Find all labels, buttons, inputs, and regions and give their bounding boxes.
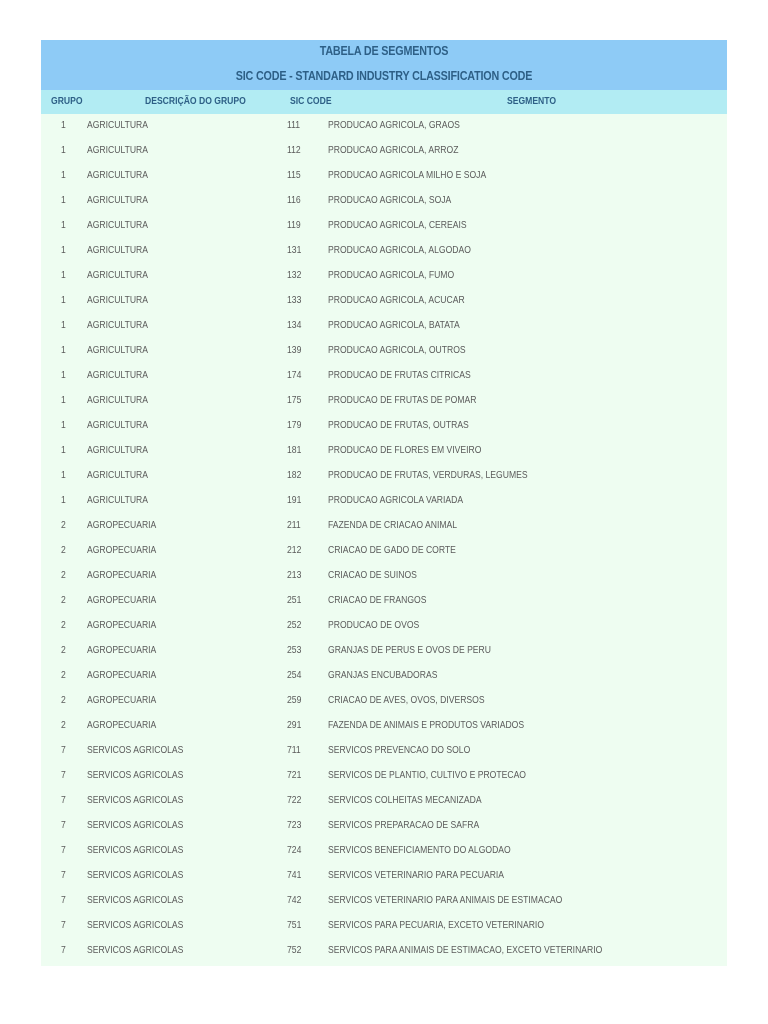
cell-segmento: CRIACAO DE SUINOS [328, 570, 417, 581]
cell-segmento: CRIACAO DE GADO DE CORTE [328, 545, 456, 556]
table-row [41, 664, 727, 689]
table-row [41, 614, 727, 639]
cell-grupo: 7 [61, 795, 66, 806]
cell-grupo: 7 [61, 745, 66, 756]
cell-descricao: AGRICULTURA [87, 145, 149, 156]
cell-sic-code: 132 [287, 270, 302, 281]
table-row [41, 139, 727, 164]
cell-grupo: 2 [61, 545, 66, 556]
segment-table [41, 40, 727, 966]
cell-descricao: AGRICULTURA [87, 445, 149, 456]
cell-descricao: AGRICULTURA [87, 370, 149, 381]
table-row [41, 489, 727, 514]
cell-segmento: SERVICOS PARA PECUARIA, EXCETO VETERINARIO [328, 920, 545, 931]
cell-grupo: 2 [61, 670, 66, 681]
cell-segmento: PRODUCAO AGRICOLA, SOJA [328, 195, 452, 206]
cell-grupo: 2 [61, 720, 66, 731]
cell-sic-code: 711 [287, 745, 301, 756]
cell-sic-code: 175 [287, 395, 302, 406]
table-row [41, 389, 727, 414]
cell-descricao: SERVICOS AGRICOLAS [87, 745, 184, 756]
cell-sic-code: 182 [287, 470, 302, 481]
table-row [41, 864, 727, 889]
cell-grupo: 1 [61, 345, 66, 356]
table-row [41, 639, 727, 664]
table-row [41, 464, 727, 489]
table-row [41, 814, 727, 839]
table-row [41, 539, 727, 564]
cell-grupo: 1 [61, 270, 66, 281]
cell-segmento: CRIACAO DE FRANGOS [328, 595, 427, 606]
table-row [41, 739, 727, 764]
cell-segmento: PRODUCAO DE FLORES EM VIVEIRO [328, 445, 482, 456]
cell-sic-code: 119 [287, 220, 301, 231]
cell-descricao: AGROPECUARIA [87, 720, 157, 731]
cell-sic-code: 174 [287, 370, 302, 381]
table-row [41, 164, 727, 189]
cell-grupo: 2 [61, 695, 66, 706]
cell-segmento: PRODUCAO AGRICOLA, OUTROS [328, 345, 466, 356]
cell-grupo: 1 [61, 445, 66, 456]
cell-sic-code: 742 [287, 895, 302, 906]
cell-sic-code: 213 [287, 570, 302, 581]
cell-grupo: 1 [61, 420, 66, 431]
table-row [41, 589, 727, 614]
cell-sic-code: 259 [287, 695, 302, 706]
cell-segmento: PRODUCAO DE FRUTAS, VERDURAS, LEGUMES [328, 470, 528, 481]
cell-segmento: PRODUCAO DE FRUTAS CITRICAS [328, 370, 471, 381]
cell-grupo: 1 [61, 120, 66, 131]
cell-grupo: 1 [61, 470, 66, 481]
table-row [41, 239, 727, 264]
table-row [41, 439, 727, 464]
cell-grupo: 7 [61, 945, 66, 956]
cell-sic-code: 721 [287, 770, 302, 781]
cell-grupo: 1 [61, 395, 66, 406]
cell-segmento: PRODUCAO AGRICOLA, ACUCAR [328, 295, 465, 306]
cell-grupo: 2 [61, 570, 66, 581]
cell-segmento: PRODUCAO AGRICOLA, ALGODAO [328, 245, 471, 256]
cell-segmento: GRANJAS ENCUBADORAS [328, 670, 438, 681]
cell-segmento: PRODUCAO AGRICOLA, GRAOS [328, 120, 460, 131]
cell-segmento: PRODUCAO DE OVOS [328, 620, 420, 631]
cell-grupo: 7 [61, 895, 66, 906]
cell-descricao: SERVICOS AGRICOLAS [87, 845, 184, 856]
cell-sic-code: 139 [287, 345, 302, 356]
cell-grupo: 1 [61, 320, 66, 331]
cell-grupo: 7 [61, 920, 66, 931]
cell-descricao: AGRICULTURA [87, 245, 149, 256]
table-row [41, 789, 727, 814]
cell-segmento: PRODUCAO AGRICOLA MILHO E SOJA [328, 170, 487, 181]
cell-sic-code: 724 [287, 845, 302, 856]
table-row [41, 914, 727, 939]
table-row [41, 689, 727, 714]
cell-descricao: AGROPECUARIA [87, 670, 157, 681]
cell-grupo: 2 [61, 520, 66, 531]
cell-grupo: 7 [61, 845, 66, 856]
table-row [41, 264, 727, 289]
cell-segmento: GRANJAS DE PERUS E OVOS DE PERU [328, 645, 491, 656]
table-row [41, 314, 727, 339]
cell-segmento: CRIACAO DE AVES, OVOS, DIVERSOS [328, 695, 485, 706]
cell-segmento: SERVICOS VETERINARIO PARA ANIMAIS DE ESTIMACAO [328, 895, 563, 906]
cell-descricao: AGROPECUARIA [87, 595, 157, 606]
column-header-sic-code: SIC CODE [290, 96, 332, 107]
table-row [41, 714, 727, 739]
cell-sic-code: 131 [287, 245, 302, 256]
cell-sic-code: 291 [287, 720, 302, 731]
cell-grupo: 1 [61, 495, 66, 506]
cell-descricao: SERVICOS AGRICOLAS [87, 820, 184, 831]
cell-descricao: AGROPECUARIA [87, 645, 157, 656]
cell-sic-code: 752 [287, 945, 302, 956]
cell-sic-code: 191 [287, 495, 302, 506]
cell-sic-code: 181 [287, 445, 302, 456]
cell-segmento: SERVICOS PREVENCAO DO SOLO [328, 745, 471, 756]
cell-sic-code: 741 [287, 870, 302, 881]
table-body [41, 114, 727, 966]
cell-descricao: AGROPECUARIA [87, 620, 157, 631]
cell-grupo: 7 [61, 770, 66, 781]
cell-descricao: AGRICULTURA [87, 320, 149, 331]
cell-sic-code: 252 [287, 620, 302, 631]
cell-segmento: SERVICOS COLHEITAS MECANIZADA [328, 795, 482, 806]
table-row [41, 414, 727, 439]
cell-sic-code: 211 [287, 520, 301, 531]
cell-grupo: 1 [61, 195, 66, 206]
cell-descricao: AGROPECUARIA [87, 570, 157, 581]
cell-segmento: PRODUCAO DE FRUTAS DE POMAR [328, 395, 477, 406]
cell-segmento: SERVICOS DE PLANTIO, CULTIVO E PROTECAO [328, 770, 527, 781]
cell-grupo: 1 [61, 245, 66, 256]
table-row [41, 364, 727, 389]
table-row [41, 564, 727, 589]
column-header-segmento: SEGMENTO [507, 96, 557, 107]
cell-grupo: 2 [61, 620, 66, 631]
cell-sic-code: 112 [287, 145, 301, 156]
cell-sic-code: 722 [287, 795, 302, 806]
cell-sic-code: 751 [287, 920, 302, 931]
cell-descricao: AGRICULTURA [87, 345, 149, 356]
cell-sic-code: 253 [287, 645, 302, 656]
cell-grupo: 2 [61, 595, 66, 606]
cell-segmento: SERVICOS BENEFICIAMENTO DO ALGODAO [328, 845, 511, 856]
cell-sic-code: 134 [287, 320, 302, 331]
column-header-grupo: GRUPO [51, 96, 83, 107]
table-row [41, 889, 727, 914]
table-row [41, 114, 727, 139]
cell-segmento: PRODUCAO AGRICOLA VARIADA [328, 495, 464, 506]
cell-descricao: SERVICOS AGRICOLAS [87, 795, 184, 806]
cell-descricao: AGRICULTURA [87, 120, 149, 131]
cell-descricao: AGRICULTURA [87, 270, 149, 281]
table-row [41, 189, 727, 214]
cell-grupo: 1 [61, 295, 66, 306]
column-header-row [41, 90, 727, 114]
table-row [41, 214, 727, 239]
cell-descricao: AGRICULTURA [87, 220, 149, 231]
cell-descricao: AGROPECUARIA [87, 545, 157, 556]
cell-segmento: SERVICOS VETERINARIO PARA PECUARIA [328, 870, 505, 881]
cell-sic-code: 111 [287, 120, 301, 131]
table-row [41, 339, 727, 364]
cell-segmento: FAZENDA DE CRIACAO ANIMAL [328, 520, 458, 531]
cell-descricao: AGRICULTURA [87, 395, 149, 406]
cell-grupo: 1 [61, 145, 66, 156]
cell-descricao: AGRICULTURA [87, 195, 149, 206]
cell-segmento: PRODUCAO AGRICOLA, ARROZ [328, 145, 459, 156]
cell-descricao: SERVICOS AGRICOLAS [87, 945, 184, 956]
cell-grupo: 2 [61, 645, 66, 656]
table-row [41, 839, 727, 864]
cell-grupo: 1 [61, 220, 66, 231]
cell-segmento: FAZENDA DE ANIMAIS E PRODUTOS VARIADOS [328, 720, 525, 731]
cell-segmento: PRODUCAO AGRICOLA, FUMO [328, 270, 455, 281]
cell-sic-code: 179 [287, 420, 302, 431]
table-title: TABELA DE SEGMENTOS [319, 44, 449, 58]
cell-sic-code: 212 [287, 545, 302, 556]
cell-sic-code: 115 [287, 170, 301, 181]
cell-descricao: SERVICOS AGRICOLAS [87, 870, 184, 881]
cell-grupo: 7 [61, 870, 66, 881]
table-row [41, 289, 727, 314]
cell-sic-code: 254 [287, 670, 302, 681]
title-band [41, 40, 727, 90]
table-subtitle: SIC CODE - STANDARD INDUSTRY CLASSIFICATION CODE [235, 69, 533, 83]
cell-segmento: PRODUCAO AGRICOLA, BATATA [328, 320, 460, 331]
cell-segmento: PRODUCAO DE FRUTAS, OUTRAS [328, 420, 469, 431]
cell-sic-code: 116 [287, 195, 301, 206]
cell-descricao: SERVICOS AGRICOLAS [87, 920, 184, 931]
table-row [41, 939, 727, 964]
column-header-descricao: DESCRIÇÃO DO GRUPO [145, 96, 246, 107]
cell-segmento: SERVICOS PARA ANIMAIS DE ESTIMACAO, EXCETO VETERINARIO [328, 945, 603, 956]
cell-descricao: AGRICULTURA [87, 420, 149, 431]
cell-sic-code: 251 [287, 595, 302, 606]
cell-descricao: AGRICULTURA [87, 495, 149, 506]
cell-segmento: SERVICOS PREPARACAO DE SAFRA [328, 820, 480, 831]
cell-segmento: PRODUCAO AGRICOLA, CEREAIS [328, 220, 467, 231]
cell-descricao: AGRICULTURA [87, 295, 149, 306]
cell-descricao: AGRICULTURA [87, 170, 149, 181]
cell-sic-code: 723 [287, 820, 302, 831]
table-row [41, 764, 727, 789]
cell-grupo: 7 [61, 820, 66, 831]
cell-grupo: 1 [61, 370, 66, 381]
table-row [41, 514, 727, 539]
cell-sic-code: 133 [287, 295, 302, 306]
cell-descricao: AGROPECUARIA [87, 695, 157, 706]
cell-grupo: 1 [61, 170, 66, 181]
cell-descricao: AGROPECUARIA [87, 520, 157, 531]
cell-descricao: SERVICOS AGRICOLAS [87, 770, 184, 781]
cell-descricao: AGRICULTURA [87, 470, 149, 481]
cell-descricao: SERVICOS AGRICOLAS [87, 895, 184, 906]
